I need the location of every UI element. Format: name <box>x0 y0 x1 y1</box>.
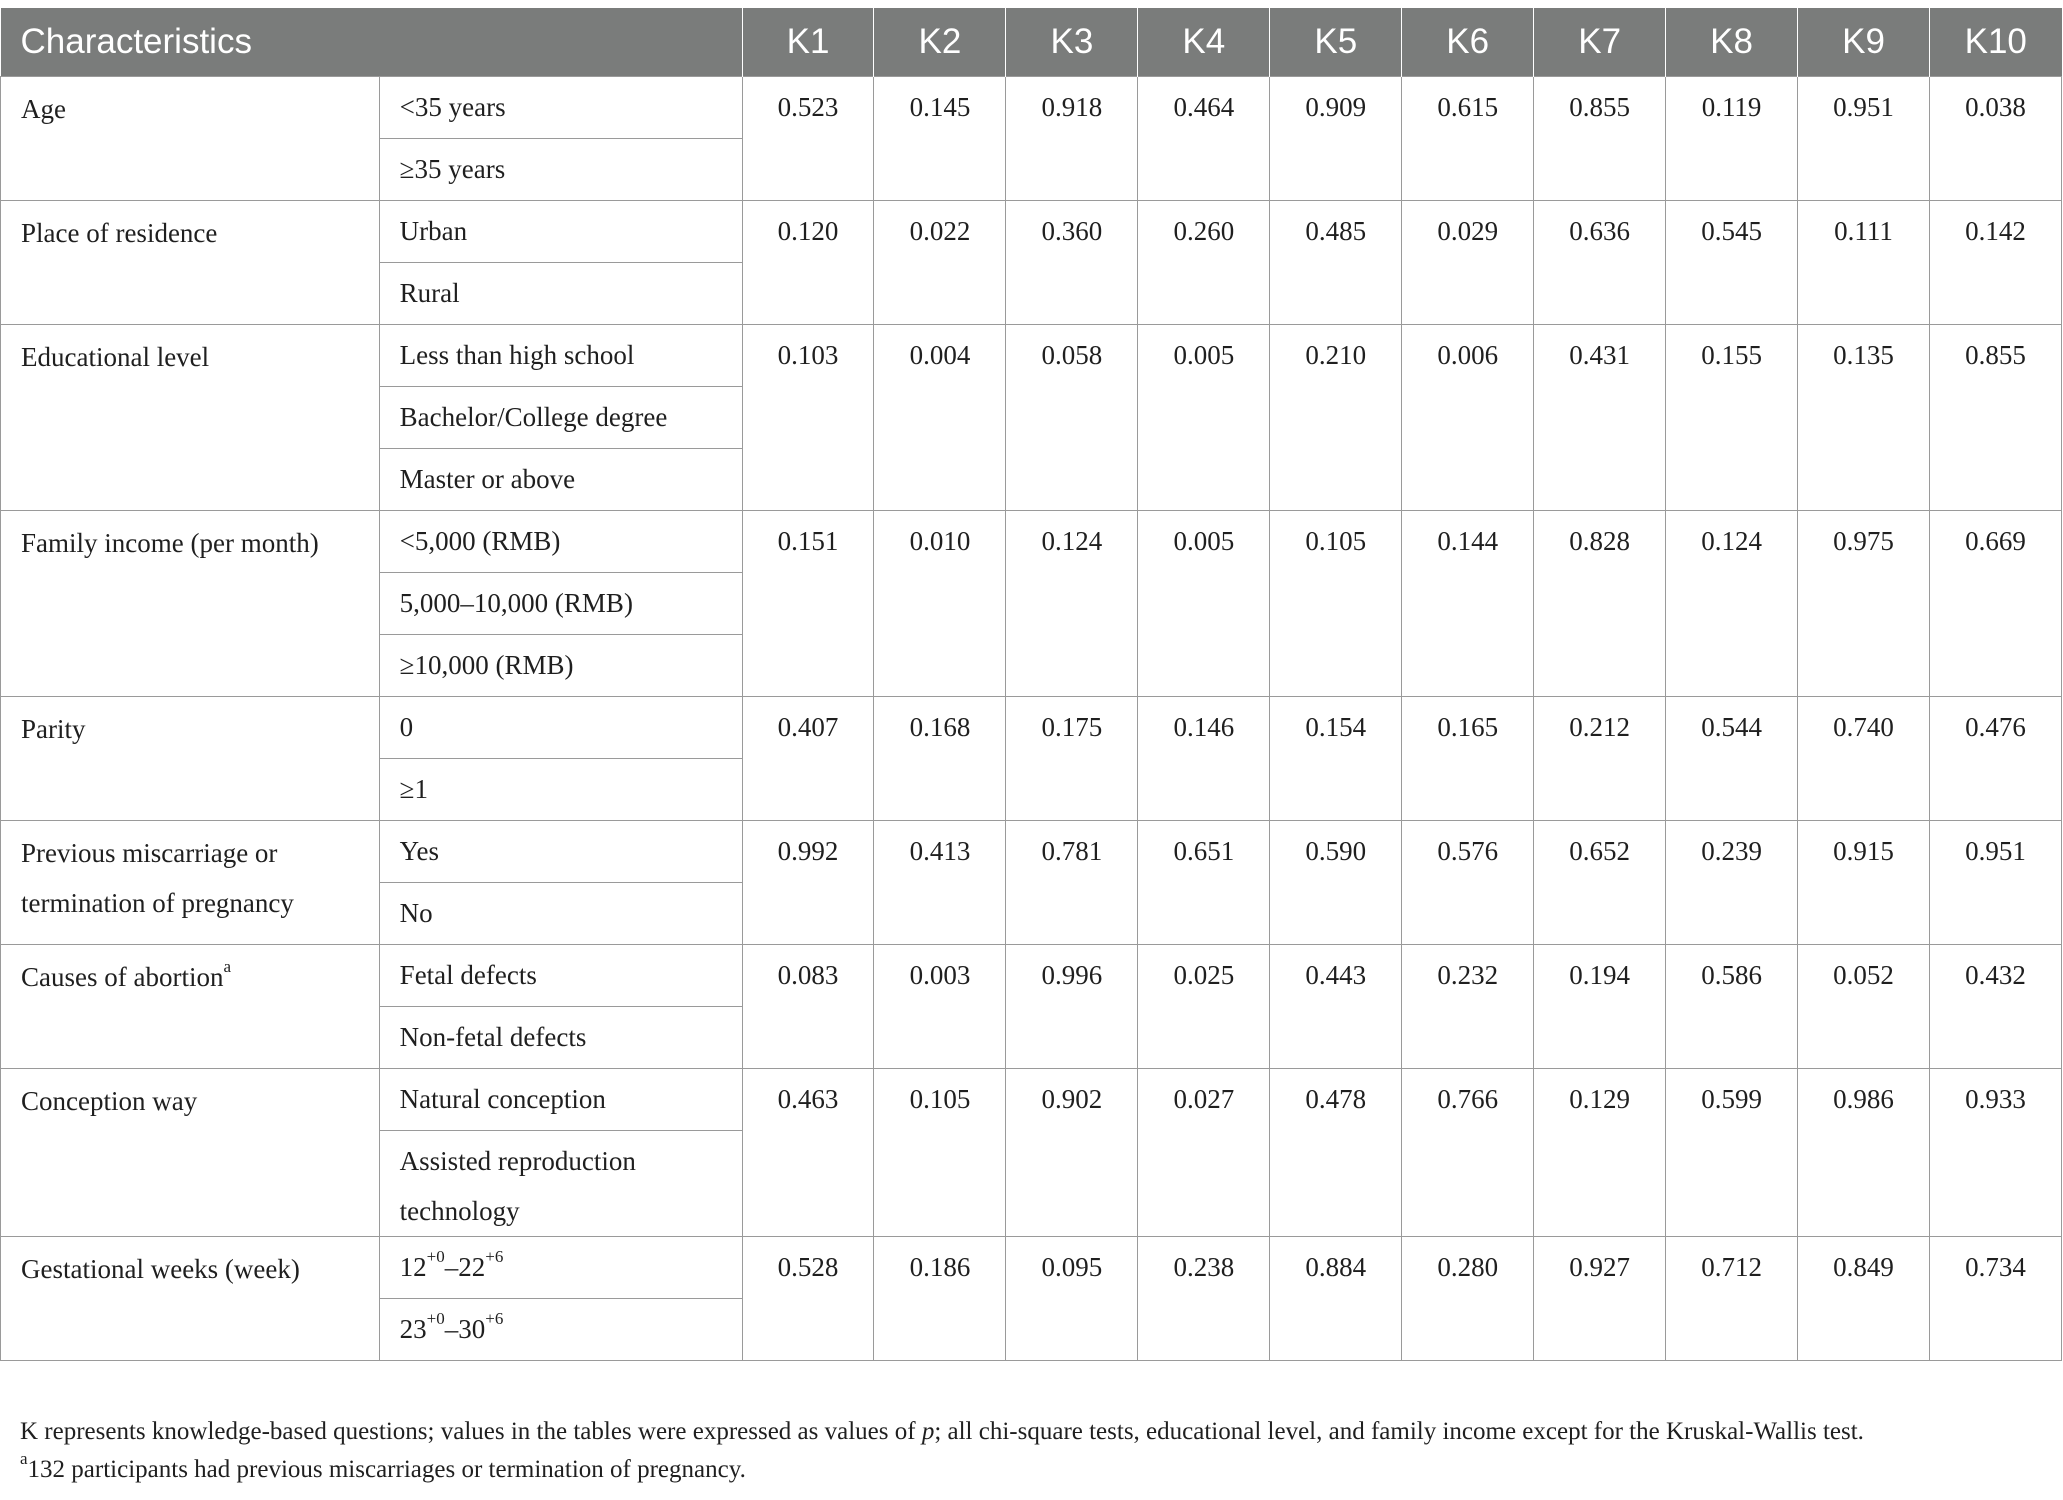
p-value-cell: 0.918 <box>1006 77 1138 201</box>
p-value-cell: 0.010 <box>874 511 1006 697</box>
p-value-cell: 0.528 <box>742 1237 874 1361</box>
p-value-cell: 0.951 <box>1798 77 1930 201</box>
p-value-cell: 0.464 <box>1138 77 1270 201</box>
p-value-cell: 0.544 <box>1666 697 1798 821</box>
subcategory-cell: <5,000 (RMB) <box>379 511 742 573</box>
p-value-cell: 0.239 <box>1666 821 1798 945</box>
p-value-cell: 0.909 <box>1270 77 1402 201</box>
p-value-cell: 0.636 <box>1534 201 1666 325</box>
column-header-k8: K8 <box>1666 8 1798 77</box>
characteristic-cell <box>1 1237 380 1361</box>
p-value-cell: 0.029 <box>1402 201 1534 325</box>
p-value-cell: 0.129 <box>1534 1069 1666 1237</box>
column-header-k7: K7 <box>1534 8 1666 77</box>
subcategory-cell: Fetal defects <box>379 945 742 1007</box>
p-value-cell: 0.006 <box>1402 325 1534 511</box>
subcategory-cell: Yes <box>379 821 742 883</box>
subcategory-cell <box>379 1237 742 1299</box>
p-value-cell: 0.766 <box>1402 1069 1534 1237</box>
subcategory-text: –22 <box>444 1252 486 1282</box>
p-value-cell: 0.083 <box>742 945 874 1069</box>
subcategory-cell: Assisted reproduction technology <box>379 1131 742 1237</box>
p-value-cell: 0.951 <box>1929 821 2061 945</box>
table-row <box>1 201 2062 263</box>
p-value-cell: 0.038 <box>1929 77 2061 201</box>
p-value-cell: 0.933 <box>1929 1069 2061 1237</box>
characteristic-cell <box>1 821 380 945</box>
p-value-cell: 0.407 <box>742 697 874 821</box>
p-value-cell: 0.523 <box>742 77 874 201</box>
p-value-cell: 0.194 <box>1534 945 1666 1069</box>
p-value-cell: 0.586 <box>1666 945 1798 1069</box>
p-value-cell: 0.855 <box>1929 325 2061 511</box>
data-table <box>0 8 2062 1361</box>
subcategory-cell: Master or above <box>379 449 742 511</box>
characteristic-cell <box>1 697 380 821</box>
subcategory-cell <box>379 1299 742 1361</box>
p-value-cell: 0.413 <box>874 821 1006 945</box>
p-value-cell: 0.431 <box>1534 325 1666 511</box>
p-value-cell: 0.155 <box>1666 325 1798 511</box>
p-value-cell: 0.105 <box>874 1069 1006 1237</box>
p-value-cell: 0.105 <box>1270 511 1402 697</box>
column-header-k9: K9 <box>1798 8 1930 77</box>
p-value-cell: 0.186 <box>874 1237 1006 1361</box>
p-value-cell: 0.599 <box>1666 1069 1798 1237</box>
footnote-marker: a <box>223 957 232 976</box>
p-value-cell: 0.004 <box>874 325 1006 511</box>
p-value-cell: 0.432 <box>1929 945 2061 1069</box>
p-value-cell: 0.124 <box>1006 511 1138 697</box>
characteristic-label: Family income (per month) <box>21 528 319 558</box>
characteristic-label: Gestational weeks (week) <box>21 1254 300 1284</box>
p-value-cell: 0.915 <box>1798 821 1930 945</box>
p-value-cell: 0.740 <box>1798 697 1930 821</box>
p-value-cell: 0.443 <box>1270 945 1402 1069</box>
p-value-cell: 0.052 <box>1798 945 1930 1069</box>
subcategory-text: –30 <box>444 1314 486 1344</box>
p-value-cell: 0.902 <box>1006 1069 1138 1237</box>
p-value-cell: 0.884 <box>1270 1237 1402 1361</box>
subcategory-cell: 0 <box>379 697 742 759</box>
p-value-cell: 0.485 <box>1270 201 1402 325</box>
superscript: +0 <box>426 1309 445 1328</box>
p-value-cell: 0.168 <box>874 697 1006 821</box>
characteristic-cell <box>1 945 380 1069</box>
p-value-cell: 0.992 <box>742 821 874 945</box>
p-value-cell: 0.576 <box>1402 821 1534 945</box>
p-value-cell: 0.146 <box>1138 697 1270 821</box>
p-value-cell: 0.651 <box>1138 821 1270 945</box>
p-value-cell: 0.058 <box>1006 325 1138 511</box>
subcategory-cell: ≥10,000 (RMB) <box>379 635 742 697</box>
subcategory-cell: No <box>379 883 742 945</box>
table-row <box>1 945 2062 1007</box>
footnote-marker: a <box>20 1448 28 1468</box>
superscript: +0 <box>426 1247 445 1266</box>
table-row <box>1 511 2062 573</box>
table-header-row <box>1 8 2062 77</box>
footnote-text: ; all chi-square tests, educational level, and family income except for the Kruskal-Wallis test. <box>934 1418 1864 1445</box>
p-value-cell: 0.025 <box>1138 945 1270 1069</box>
subcategory-cell: Non-fetal defects <box>379 1007 742 1069</box>
column-header-k1: K1 <box>742 8 874 77</box>
characteristic-label: Parity <box>21 714 86 744</box>
characteristic-cell <box>1 325 380 511</box>
column-header-characteristics: Characteristics <box>1 8 743 77</box>
p-value-cell: 0.652 <box>1534 821 1666 945</box>
table-row <box>1 1069 2062 1131</box>
p-value-cell: 0.145 <box>874 77 1006 201</box>
characteristic-cell <box>1 77 380 201</box>
p-value-cell: 0.003 <box>874 945 1006 1069</box>
subcategory-cell: ≥1 <box>379 759 742 821</box>
characteristic-cell <box>1 1069 380 1237</box>
characteristic-label: Previous miscarriage or termination of pregnancy <box>21 838 294 918</box>
characteristic-label: Age <box>21 94 66 124</box>
p-value-cell: 0.280 <box>1402 1237 1534 1361</box>
column-header-k2: K2 <box>874 8 1006 77</box>
p-value-cell: 0.669 <box>1929 511 2061 697</box>
subcategory-cell: ≥35 years <box>379 139 742 201</box>
p-value-cell: 0.476 <box>1929 697 2061 821</box>
p-value-cell: 0.210 <box>1270 325 1402 511</box>
p-value-cell: 0.238 <box>1138 1237 1270 1361</box>
p-value-cell: 0.095 <box>1006 1237 1138 1361</box>
p-value-cell: 0.712 <box>1666 1237 1798 1361</box>
footnote-text: 132 participants had previous miscarriages or termination of pregnancy. <box>27 1456 746 1483</box>
subcategory-text: 23 <box>399 1314 427 1344</box>
p-value-cell: 0.144 <box>1402 511 1534 697</box>
p-value-cell: 0.175 <box>1006 697 1138 821</box>
p-value-cell: 0.734 <box>1929 1237 2061 1361</box>
p-value-cell: 0.151 <box>742 511 874 697</box>
characteristic-label: Educational level <box>21 342 210 372</box>
subcategory-cell: Rural <box>379 263 742 325</box>
p-value-cell: 0.232 <box>1402 945 1534 1069</box>
p-value-cell: 0.463 <box>742 1069 874 1237</box>
characteristic-cell <box>1 511 380 697</box>
table-row <box>1 821 2062 883</box>
p-value-cell: 0.120 <box>742 201 874 325</box>
column-header-k10: K10 <box>1929 8 2061 77</box>
p-value-cell: 0.005 <box>1138 511 1270 697</box>
footnote-definition <box>20 1418 1864 1446</box>
column-header-k4: K4 <box>1138 8 1270 77</box>
column-header-k6: K6 <box>1402 8 1534 77</box>
p-value-cell: 0.849 <box>1798 1237 1930 1361</box>
p-value-cell: 0.027 <box>1138 1069 1270 1237</box>
p-value-cell: 0.142 <box>1929 201 2061 325</box>
p-value-cell: 0.855 <box>1534 77 1666 201</box>
subcategory-text: 12 <box>399 1252 427 1282</box>
subcategory-cell: Natural conception <box>379 1069 742 1131</box>
column-header-k3: K3 <box>1006 8 1138 77</box>
characteristic-label: Causes of abortion <box>21 962 224 992</box>
p-value-cell: 0.545 <box>1666 201 1798 325</box>
superscript: +6 <box>485 1247 504 1266</box>
p-value-cell: 0.165 <box>1402 697 1534 821</box>
table-row <box>1 77 2062 139</box>
p-value-cell: 0.478 <box>1270 1069 1402 1237</box>
p-value-cell: 0.154 <box>1270 697 1402 821</box>
characteristic-label: Place of residence <box>21 218 218 248</box>
superscript: +6 <box>485 1309 504 1328</box>
table-row <box>1 325 2062 387</box>
footnote-text: K represents knowledge-based questions; values in the tables were expressed as values of <box>20 1418 922 1445</box>
p-value-cell: 0.111 <box>1798 201 1930 325</box>
column-header-k5: K5 <box>1270 8 1402 77</box>
p-value-cell: 0.119 <box>1666 77 1798 201</box>
characteristic-cell <box>1 201 380 325</box>
p-value-cell: 0.103 <box>742 325 874 511</box>
footnote-abortion <box>20 1448 746 1484</box>
p-value-cell: 0.360 <box>1006 201 1138 325</box>
p-value-cell: 0.828 <box>1534 511 1666 697</box>
p-value-cell: 0.996 <box>1006 945 1138 1069</box>
p-value-cell: 0.260 <box>1138 201 1270 325</box>
subcategory-cell: Urban <box>379 201 742 263</box>
table-body <box>1 77 2062 1361</box>
subcategory-cell: Bachelor/College degree <box>379 387 742 449</box>
subcategory-cell: 5,000–10,000 (RMB) <box>379 573 742 635</box>
subcategory-cell: <35 years <box>379 77 742 139</box>
p-value-cell: 0.005 <box>1138 325 1270 511</box>
p-value-cell: 0.590 <box>1270 821 1402 945</box>
characteristic-label: Conception way <box>21 1086 198 1116</box>
p-value-cell: 0.781 <box>1006 821 1138 945</box>
p-value-cell: 0.135 <box>1798 325 1930 511</box>
p-value-cell: 0.615 <box>1402 77 1534 201</box>
p-value-cell: 0.212 <box>1534 697 1666 821</box>
p-value-cell: 0.975 <box>1798 511 1930 697</box>
table-row <box>1 697 2062 759</box>
p-value-cell: 0.927 <box>1534 1237 1666 1361</box>
p-value-cell: 0.986 <box>1798 1069 1930 1237</box>
p-value-cell: 0.022 <box>874 201 1006 325</box>
p-value-cell: 0.124 <box>1666 511 1798 697</box>
table-row <box>1 1237 2062 1299</box>
subcategory-cell: Less than high school <box>379 325 742 387</box>
footnote-p-symbol: p <box>921 1418 935 1445</box>
